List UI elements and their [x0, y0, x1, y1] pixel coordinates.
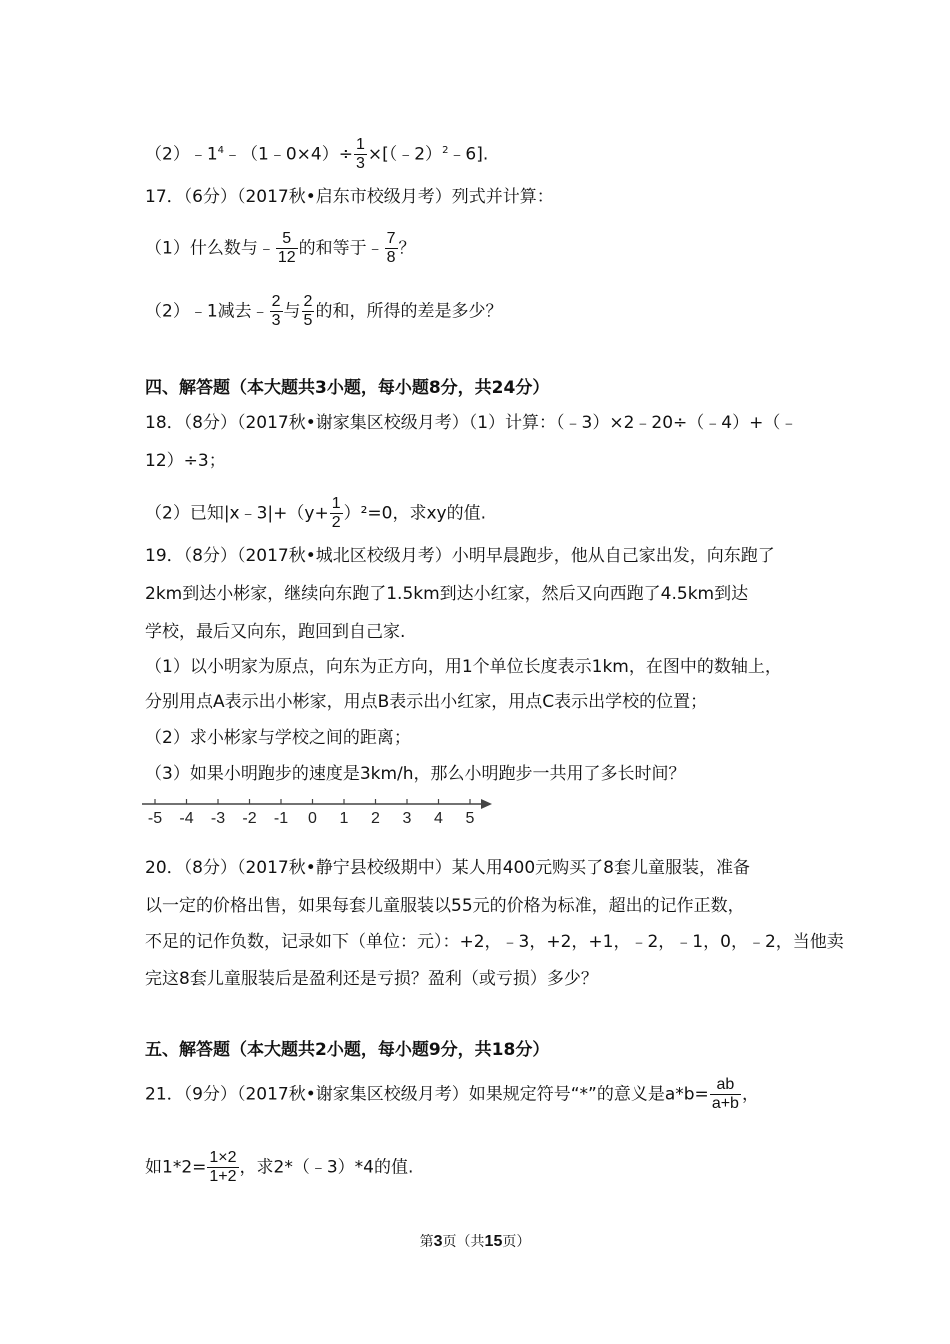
q19-line2: 2km到达小彬家，继续向东跑了1.5km到达小红家，然后又向西跑了4.5km到达	[145, 584, 749, 604]
number-line-tick-label: 5	[465, 810, 475, 827]
number-line-tick-label: -1	[273, 810, 289, 827]
q21-line2: 如1*2= $\frac{1\times 2}{1+2}$ ，求2*（﹣3）*4的值.	[145, 1149, 414, 1185]
section-5-heading: 五、解答题（本大题共2小题，每小题9分，共18分）	[145, 1040, 550, 1060]
number-line	[140, 793, 510, 833]
fraction: $\frac{2}{3}$	[271, 293, 281, 329]
q17-part2: （2）﹣1减去﹣ $\frac{2}{3}$ 与 $\frac{2}{5}$ 的和，所得的差是多少？	[145, 293, 503, 329]
number-line-arrow	[481, 799, 492, 809]
number-line-tick-label: 0	[308, 810, 317, 827]
q19-line5: 分别用点A表示出小彬家，用点B表示出小红家，用点C表示出学校的位置；	[145, 692, 708, 712]
number-line-tick-label: 2	[371, 810, 380, 827]
q20-line2: 以一定的价格出售，如果每套儿童服装以55元的价格为标准，超出的记作正数，	[145, 896, 745, 916]
fraction: $\frac{1}{3}$	[355, 136, 365, 172]
number-line-tick-label: 4	[434, 810, 443, 827]
fraction: $\frac{ab}{a+b}$	[711, 1076, 739, 1112]
number-line-tick-label: -4	[179, 810, 194, 827]
q19-line4: （1）以小明家为原点，向东为正方向，用1个单位长度表示1km，在图中的数轴上，	[145, 657, 782, 677]
q20-line3: 不足的记作负数，记录如下（单位：元）：+2，﹣3，+2，+1，﹣2，﹣1，0，﹣2，当他卖	[145, 932, 844, 952]
q18-line2: 12）÷3；	[145, 451, 226, 471]
fraction: $\frac{1\times 2}{1+2}$	[209, 1149, 237, 1185]
q19-line3: 学校，最后又向东，跑回到自己家.	[145, 622, 406, 642]
number-line-ticks	[148, 799, 475, 827]
q17-header: 17．（6分）（2017秋•启东市校级月考）列式并计算：	[145, 187, 554, 207]
fraction: $\frac{5}{12}$	[277, 230, 296, 266]
q20-line4: 完这8套儿童服装后是盈利还是亏损？盈利（或亏损）多少？	[145, 969, 598, 989]
q18-line1: 18．（8分）（2017秋•谢家集区校级月考）（1）计算：（﹣3）×2﹣20÷（﹣4）+（﹣	[145, 413, 798, 433]
q20-line1: 20．（8分）（2017秋•静宁县校级期中）某人用400元购买了8套儿童服装，准备	[145, 858, 751, 878]
q18-part2: （2）已知|x﹣3|+（y+ $\frac{1}{2}$ ）²=0，求xy的值.	[145, 495, 487, 531]
fraction: $\frac{2}{5}$	[303, 293, 313, 329]
number-line-tick-label: -2	[242, 810, 257, 827]
q19-line6: （2）求小彬家与学校之间的距离；	[145, 728, 411, 748]
page-footer: 第3页（共15页）	[419, 1233, 531, 1250]
number-line-tick-label: -5	[147, 810, 163, 827]
number-line-tick-label: 1	[339, 810, 349, 827]
q17-part1: （1）什么数与﹣ $\frac{5}{12}$ 的和等于﹣ $\frac{7}{8}$ ？	[145, 230, 416, 266]
number-line-tick-label: 3	[402, 810, 412, 827]
section-4-heading: 四、解答题（本大题共3小题，每小题8分，共24分）	[145, 378, 550, 398]
q19-line7: （3）如果小明跑步的速度是3km/h，那么小明跑步一共用了多长时间？	[145, 764, 686, 784]
fraction: $\frac{1}{2}$	[331, 495, 341, 531]
q21-line1: 21．（9分）（2017秋•谢家集区校级月考）如果规定符号“*”的意义是a*b= $\frac{ab}{a+b}$ ，	[145, 1076, 759, 1112]
q16-part2: $(2)﹣1^4﹣(1﹣0\times 4)\div$ $\frac{1}{3}$ ×[（﹣2）$^2$﹣6].	[145, 136, 489, 172]
number-line-tick-label: -3	[210, 810, 226, 827]
fraction: $\frac{7}{8}$	[386, 230, 396, 266]
q19-line1: 19．（8分）（2017秋•城北区校级月考）小明早晨跑步，他从自己家出发，向东跑了	[145, 546, 775, 566]
